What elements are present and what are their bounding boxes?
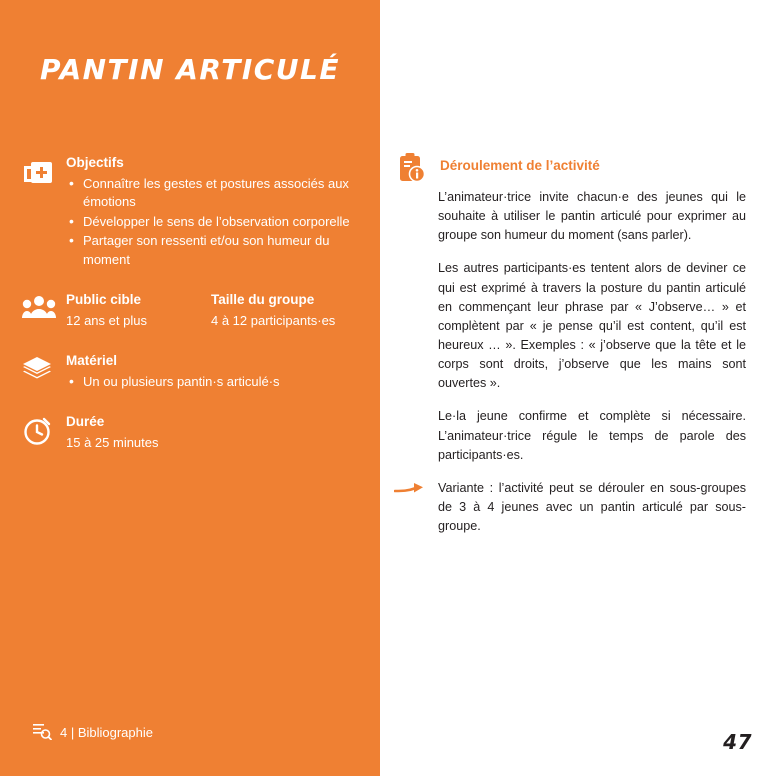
materiel-list <box>66 373 367 391</box>
taille-heading: Taille du groupe <box>211 292 315 308</box>
objectifs-heading: Objectifs <box>66 155 124 170</box>
paragraph: Les autres participants·es tentent alors de deviner ce qui est exprimé à travers la posture du pantin articulé en commençant leur phrase par « J’observe… » et complètent par « je pense qu’il est content, qu’il est heureux … ». Exemples : « j’observe que la tête et le corps sont droits, j’observe que les mains sont ouvertes ». <box>438 261 746 391</box>
footer-bibliographie <box>32 722 153 743</box>
duree-heading: Durée <box>66 414 105 430</box>
layers-icon <box>22 353 66 383</box>
right-content-panel <box>380 0 778 776</box>
public-heading: Public cible <box>66 292 142 308</box>
bibliography-icon <box>32 722 52 743</box>
objectifs-icon <box>22 155 66 189</box>
public-text: 12 ans et plus <box>66 313 147 329</box>
block-duree <box>22 414 367 453</box>
page-title: PANTIN ARTICULÉ <box>40 53 340 86</box>
arrow-right-icon <box>394 482 426 504</box>
variant-text: Variante : l’activité peut se dérouler en sous-groupes de 3 à 4 jeunes avec un pantin articulé par sous-groupe. <box>438 480 746 534</box>
list-item: • Connaître les gestes et postures associés aux émotions <box>66 175 367 212</box>
paragraph: Le·la jeune confirme et complète si nécessaire. L’animateur·trice régule le temps de parole des participants·es. <box>438 409 746 462</box>
list-item: • Partager son ressenti et/ou son humeur du moment <box>66 232 367 269</box>
objectifs-list <box>66 175 367 269</box>
block-objectifs <box>22 155 367 270</box>
deroulement-body <box>438 188 746 536</box>
footer-label: 4 | Bibliographie <box>60 725 153 740</box>
left-orange-panel <box>0 0 380 776</box>
paragraph: L’animateur·trice invite chacun·e des jeunes qui le souhaite à utiliser le pantin articulé pour exprimer au groupe son humeur du moment (sans parler). <box>438 190 746 243</box>
deroulement-header <box>396 152 600 189</box>
group-icon <box>22 292 66 320</box>
materiel-heading: Matériel <box>66 352 118 368</box>
clipboard-info-icon <box>396 152 426 189</box>
variant-block <box>438 479 746 536</box>
deroulement-title: Déroulement de l’activité <box>440 158 600 173</box>
taille-text: 4 à 12 participants·es <box>211 313 336 329</box>
info-blocks <box>22 155 367 471</box>
list-item: • Un ou plusieurs pantin·s articulé·s <box>66 373 367 391</box>
page-number: 47 <box>723 730 752 754</box>
list-item: • Développer le sens de l’observation corporelle <box>66 213 367 231</box>
block-public-taille <box>22 292 367 331</box>
clock-icon <box>22 414 66 446</box>
block-materiel <box>22 353 367 392</box>
duree-text: 15 à 25 minutes <box>66 435 159 451</box>
